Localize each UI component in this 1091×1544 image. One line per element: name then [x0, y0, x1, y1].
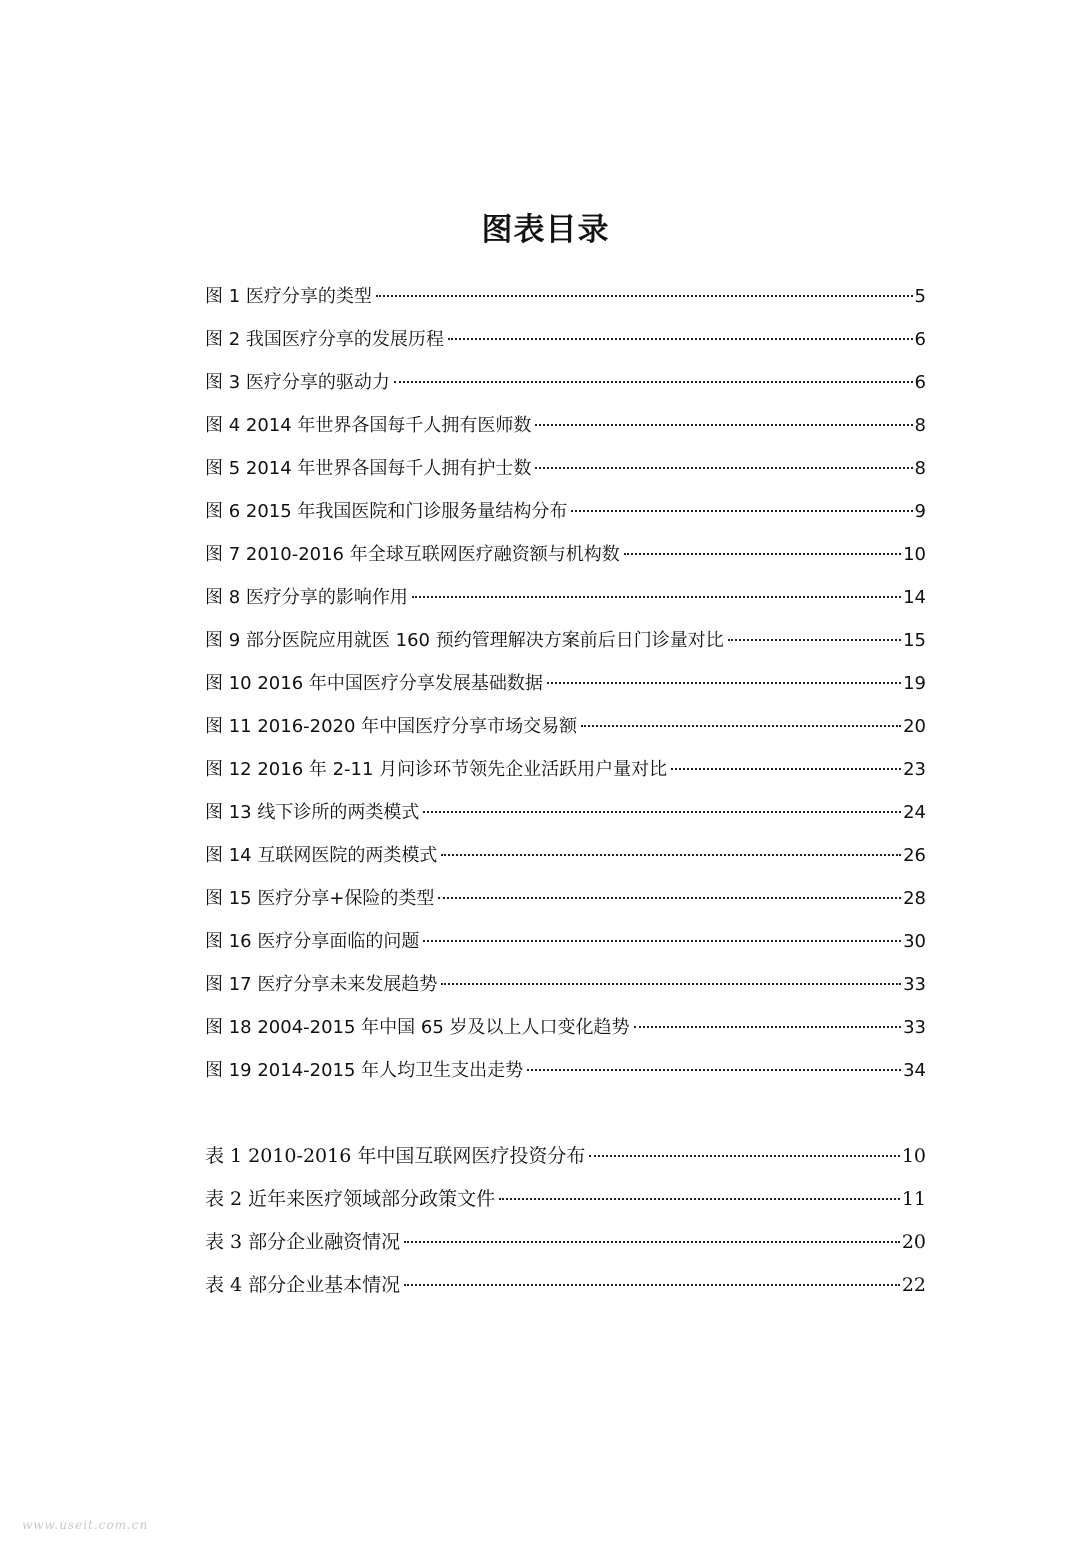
toc-entry-figure-11[interactable] — [205, 712, 926, 755]
entry-label: 图 2 我国医疗分享的发展历程 — [205, 329, 444, 350]
entry-label: 图 11 2016-2020 年中国医疗分享市场交易额 — [205, 716, 578, 737]
entry-label: 表 2 近年来医疗领域部分政策文件 — [205, 1188, 496, 1210]
dot-leader — [441, 983, 901, 985]
dot-leader — [589, 1155, 899, 1157]
toc-entry-figure-19[interactable] — [205, 1056, 926, 1099]
entry-label: 图 17 医疗分享未来发展趋势 — [205, 974, 438, 995]
toc-entry-figure-10[interactable] — [205, 669, 926, 712]
entry-label: 图 18 2004-2015 年中国 65 岁及以上人口变化趋势 — [205, 1017, 630, 1038]
entry-page-number: 8 — [914, 458, 926, 479]
dot-leader — [535, 467, 912, 469]
entry-label: 图 9 部分医院应用就医 160 预约管理解决方案前后日门诊量对比 — [205, 630, 724, 651]
entry-label: 图 16 医疗分享面临的问题 — [205, 931, 420, 952]
dot-leader — [547, 682, 901, 684]
entry-page-number: 6 — [914, 372, 926, 393]
entry-page-number: 33 — [903, 974, 926, 995]
toc-entry-figure-16[interactable] — [205, 927, 926, 970]
entry-page-number: 34 — [903, 1060, 926, 1081]
dot-leader — [634, 1026, 902, 1028]
entry-label: 图 7 2010-2016 年全球互联网医疗融资额与机构数 — [205, 544, 620, 565]
entry-label: 图 6 2015 年我国医院和门诊服务量结构分布 — [205, 501, 568, 522]
toc-entry-figure-6[interactable] — [205, 497, 926, 540]
toc-entry-figure-14[interactable] — [205, 841, 926, 884]
entry-page-number: 9 — [914, 501, 926, 522]
toc-entry-figure-17[interactable] — [205, 970, 926, 1013]
toc-entry-figure-7[interactable] — [205, 540, 926, 583]
toc-entry-figure-12[interactable] — [205, 755, 926, 798]
figure-list — [205, 282, 926, 1099]
entry-label: 图 13 线下诊所的两类模式 — [205, 802, 420, 823]
toc-entry-figure-9[interactable] — [205, 626, 926, 669]
entry-page-number: 22 — [901, 1274, 926, 1296]
entry-page-number: 5 — [914, 286, 926, 307]
table-list — [205, 1139, 926, 1311]
entry-page-number: 6 — [914, 329, 926, 350]
entry-page-number: 10 — [903, 544, 926, 565]
toc-entry-figure-3[interactable] — [205, 368, 926, 411]
entry-page-number: 20 — [903, 716, 926, 737]
dot-leader — [404, 1241, 900, 1243]
entry-label: 图 15 医疗分享+保险的类型 — [205, 888, 435, 909]
toc-entry-figure-15[interactable] — [205, 884, 926, 927]
dot-leader — [624, 553, 901, 555]
dot-leader — [412, 596, 901, 598]
entry-label: 图 4 2014 年世界各国每千人拥有医师数 — [205, 415, 532, 436]
dot-leader — [441, 854, 901, 856]
entry-page-number: 10 — [901, 1145, 926, 1167]
entry-page-number: 11 — [901, 1188, 926, 1210]
dot-leader — [423, 940, 901, 942]
entry-label: 图 10 2016 年中国医疗分享发展基础数据 — [205, 673, 543, 694]
entry-label: 图 12 2016 年 2-11 月问诊环节领先企业活跃用户量对比 — [205, 759, 668, 780]
page-title: 图表目录 — [481, 212, 610, 248]
dot-leader — [671, 768, 901, 770]
entry-label: 表 4 部分企业基本情况 — [205, 1274, 401, 1296]
toc-entry-figure-18[interactable] — [205, 1013, 926, 1056]
entry-label: 图 8 医疗分享的影响作用 — [205, 587, 408, 608]
entry-label: 表 1 2010-2016 年中国互联网医疗投资分布 — [205, 1145, 586, 1167]
entry-label: 图 1 医疗分享的类型 — [205, 286, 372, 307]
entry-page-number: 20 — [901, 1231, 926, 1253]
entry-page-number: 24 — [903, 802, 926, 823]
entry-label: 图 5 2014 年世界各国每千人拥有护士数 — [205, 458, 532, 479]
entry-page-number: 23 — [903, 759, 926, 780]
dot-leader — [438, 897, 901, 899]
dot-leader — [423, 811, 901, 813]
dot-leader — [376, 295, 913, 297]
toc-entry-table-3[interactable] — [205, 1225, 926, 1268]
dot-leader — [571, 510, 912, 512]
toc-entry-table-4[interactable] — [205, 1268, 926, 1311]
entry-page-number: 28 — [903, 888, 926, 909]
entry-page-number: 30 — [903, 931, 926, 952]
toc-entry-figure-2[interactable] — [205, 325, 926, 368]
toc-entry-table-1[interactable] — [205, 1139, 926, 1182]
entry-page-number: 8 — [914, 415, 926, 436]
entry-label: 图 14 互联网医院的两类模式 — [205, 845, 438, 866]
watermark: www.useit.com.cn — [22, 1518, 149, 1532]
entry-label: 图 19 2014-2015 年人均卫生支出走势 — [205, 1060, 524, 1081]
entry-page-number: 15 — [903, 630, 926, 651]
toc-entry-figure-1[interactable] — [205, 282, 926, 325]
toc-entry-figure-5[interactable] — [205, 454, 926, 497]
toc-entry-table-2[interactable] — [205, 1182, 926, 1225]
entry-page-number: 14 — [903, 587, 926, 608]
toc-entry-figure-8[interactable] — [205, 583, 926, 626]
dot-leader — [448, 338, 913, 340]
dot-leader — [535, 424, 912, 426]
entry-label: 表 3 部分企业融资情况 — [205, 1231, 401, 1253]
entry-label: 图 3 医疗分享的驱动力 — [205, 372, 390, 393]
entry-page-number: 19 — [903, 673, 926, 694]
entry-page-number: 26 — [903, 845, 926, 866]
entry-page-number: 33 — [903, 1017, 926, 1038]
dot-leader — [527, 1069, 901, 1071]
dot-leader — [394, 381, 913, 383]
dot-leader — [499, 1198, 900, 1200]
dot-leader — [404, 1284, 900, 1286]
dot-leader — [581, 725, 901, 727]
toc-entry-figure-13[interactable] — [205, 798, 926, 841]
dot-leader — [728, 639, 901, 641]
toc-entry-figure-4[interactable] — [205, 411, 926, 454]
